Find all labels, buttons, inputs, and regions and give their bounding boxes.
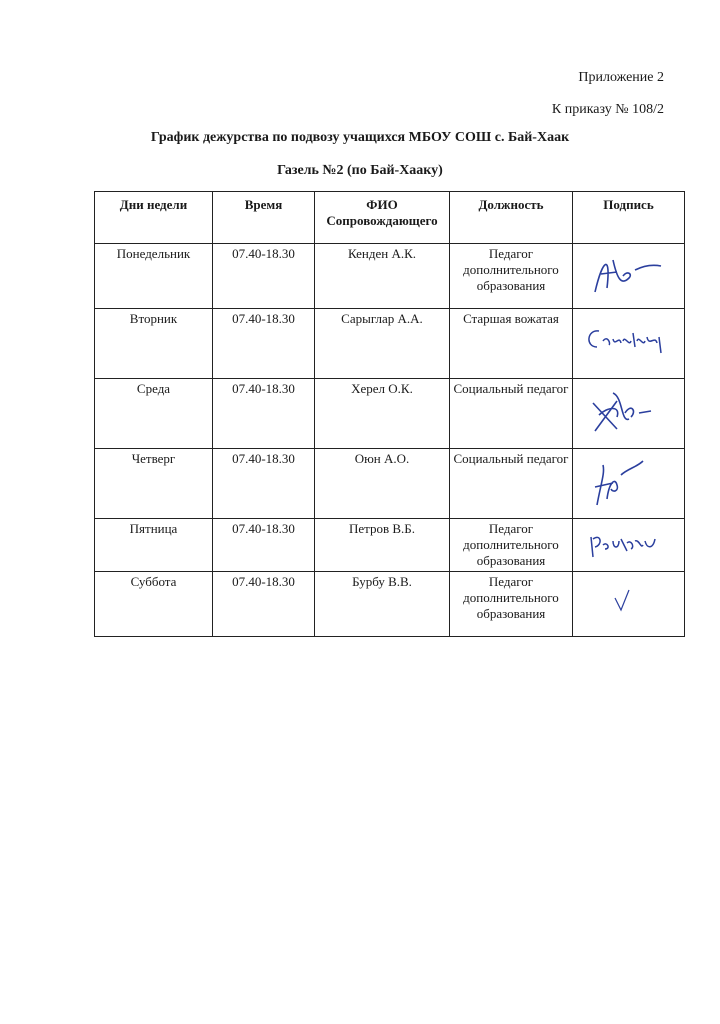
cell-position: Педагог дополнительного образования (450, 519, 573, 572)
document-title: График дежурства по подвозу учащихся МБОУ СОШ с. Бай-Хаак (150, 130, 570, 145)
cell-name: Оюн А.О. (315, 449, 450, 519)
signature-icon (577, 383, 677, 441)
signature-icon (577, 248, 677, 300)
cell-time: 07.40-18.30 (213, 309, 315, 379)
column-header-fio-line1: ФИО (366, 197, 398, 212)
cell-time: 07.40-18.30 (213, 244, 315, 309)
table-row (95, 519, 685, 572)
cell-name: Кенден А.К. (315, 244, 450, 309)
cell-day: Четверг (95, 449, 213, 519)
table-row (95, 572, 685, 637)
cell-signature (573, 244, 685, 309)
duty-schedule-table (94, 191, 685, 637)
signature-icon (577, 313, 677, 369)
cell-signature (573, 519, 685, 572)
checkmark-icon (577, 576, 677, 626)
cell-time: 07.40-18.30 (213, 519, 315, 572)
cell-day: Суббота (95, 572, 213, 637)
cell-time: 07.40-18.30 (213, 449, 315, 519)
table-row (95, 309, 685, 379)
table-header-row (95, 192, 685, 244)
cell-signature (573, 572, 685, 637)
column-header-fio-line2: Сопровождающего (326, 213, 438, 228)
document-subtitle: Газель №2 (по Бай-Хааку) (277, 163, 443, 178)
cell-position: Социальный педагог (450, 449, 573, 519)
cell-signature (573, 379, 685, 449)
cell-position: Социальный педагог (450, 379, 573, 449)
signature-icon (577, 523, 677, 563)
cell-name: Бурбу В.В. (315, 572, 450, 637)
column-header-signature: Подпись (573, 192, 685, 244)
column-header-day: Дни недели (95, 192, 213, 244)
table-row (95, 244, 685, 309)
cell-time: 07.40-18.30 (213, 379, 315, 449)
table-row (95, 379, 685, 449)
table-row (95, 449, 685, 519)
cell-position: Педагог дополнительного образования (450, 244, 573, 309)
cell-name: Сарыглар А.А. (315, 309, 450, 379)
column-header-position: Должность (450, 192, 573, 244)
cell-name: Херел О.К. (315, 379, 450, 449)
signature-icon (577, 453, 677, 511)
cell-day: Вторник (95, 309, 213, 379)
cell-position: Педагог дополнительного образования (450, 572, 573, 637)
cell-position: Старшая вожатая (450, 309, 573, 379)
cell-day: Пятница (95, 519, 213, 572)
column-header-fio (315, 192, 450, 244)
column-header-time: Время (213, 192, 315, 244)
order-reference: К приказу № 108/2 (551, 102, 664, 117)
cell-name: Петров В.Б. (315, 519, 450, 572)
cell-time: 07.40-18.30 (213, 572, 315, 637)
cell-day: Среда (95, 379, 213, 449)
appendix-label: Приложение 2 (578, 70, 664, 85)
cell-day: Понедельник (95, 244, 213, 309)
cell-signature (573, 309, 685, 379)
cell-signature (573, 449, 685, 519)
